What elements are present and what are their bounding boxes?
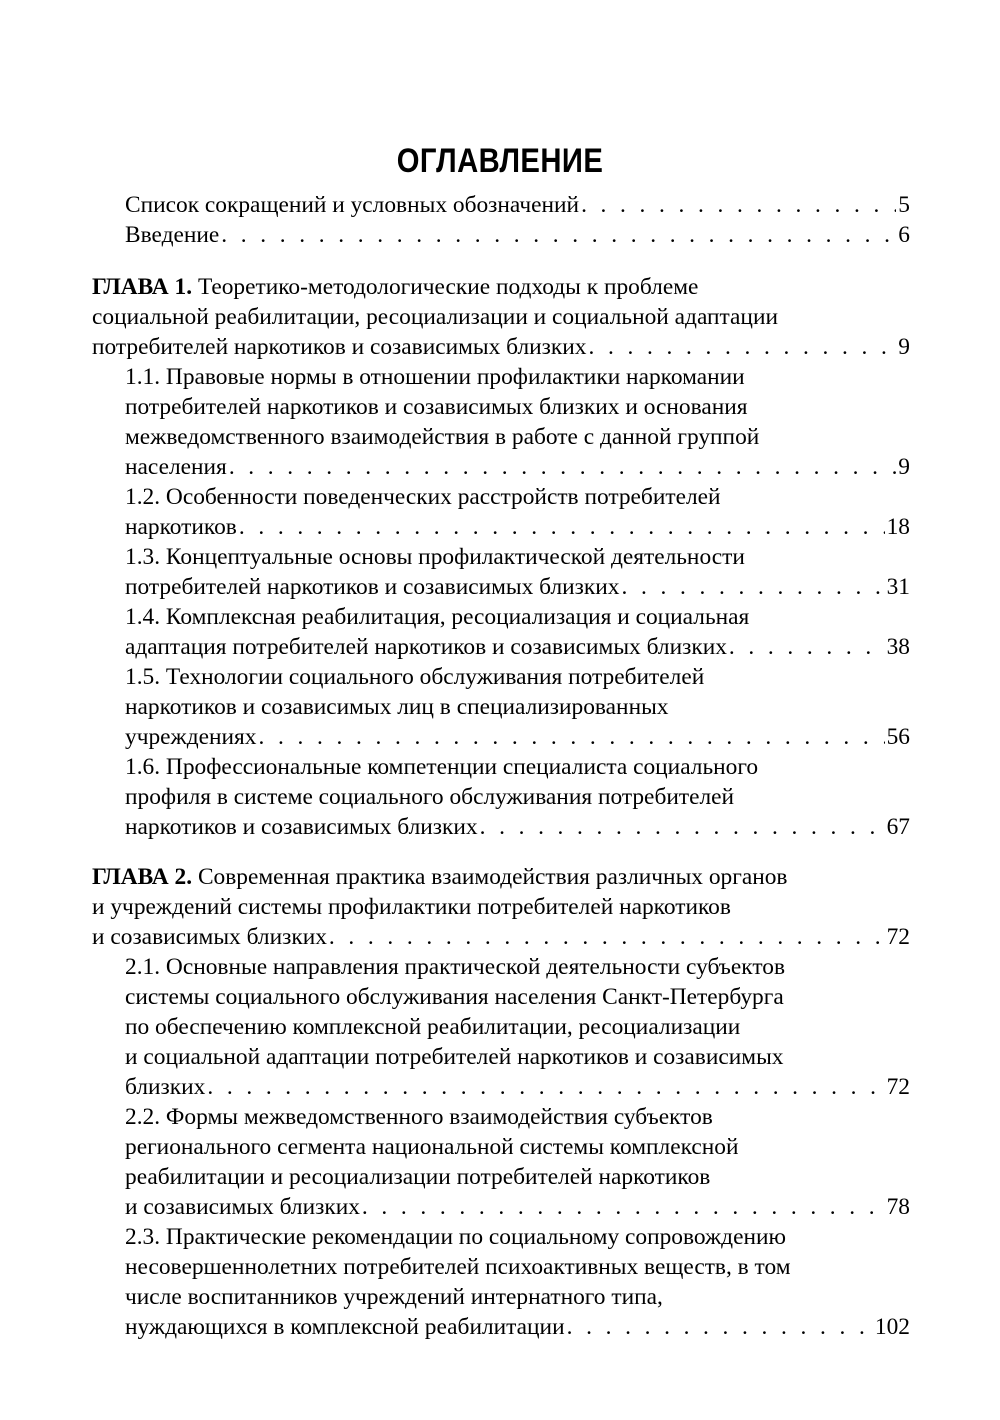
toc-entry [92,542,910,602]
toc-entry-text: нуждающихся в комплексной реабилитации [125,1314,565,1340]
dot-leader [329,922,885,952]
page-title: ОГЛАВЛЕНИЕ [396,142,604,180]
toc-entry-text: межведомственного взаимодействия в работе с данной группой [125,424,760,450]
toc-entry [92,1102,910,1222]
toc-entry-leader-line [125,572,910,602]
toc-entry-line [125,1132,910,1162]
toc-entry-leader-line [92,922,910,952]
toc-entry-text: Введение [125,222,220,248]
toc-entry-text: по обеспечению комплексной реабилитации, ресоциализации [125,1014,741,1040]
toc-entry-text: и социальной адаптации потребителей наркотиков и созависимых [125,1044,784,1070]
toc-entry-line [125,1042,910,1072]
toc-entry-text: 2.1. Основные направления практической деятельности субъектов [125,954,785,980]
toc-entry [92,752,910,842]
toc-entry-line [125,1282,910,1312]
page-number: 5 [898,192,910,218]
toc-entry-text: наркотиков и созависимых близких [125,814,478,840]
toc-entry-line [125,952,910,982]
toc-entry-line [125,1222,910,1252]
toc-entry-text: потребителей наркотиков и созависимых близких [125,574,620,600]
toc-entry-text: социальной реабилитации, ресоциализации и социальной адаптации [92,304,778,330]
page-number: 78 [886,1194,910,1220]
page-number: 31 [886,574,910,600]
toc-entry-leader-line [125,452,910,482]
toc-entry-text: профиля в системе социального обслуживания потребителей [125,784,735,810]
toc-entry-text: адаптация потребителей наркотиков и созависимых близких [125,634,727,660]
toc-entry-text: 1.1. Правовые нормы в отношении профилактики наркомании [125,364,745,390]
toc-entry-leader-line [125,512,910,542]
dot-leader [362,1192,885,1222]
dot-leader [581,190,896,220]
dot-leader [221,220,896,250]
toc-entry-line [125,692,910,722]
toc-entry-leader-line [125,220,910,250]
page-number: 102 [874,1314,910,1340]
page-number: 38 [886,634,910,660]
toc-entry-text: системы социального обслуживания населения Санкт-Петербурга [125,984,784,1010]
toc-entry-leader-line [125,190,910,220]
toc-entry-line [125,1102,910,1132]
table-of-contents [92,190,910,1342]
toc-entry [92,482,910,542]
toc-entry-text: 1.2. Особенности поведенческих расстройств потребителей [125,484,721,510]
toc-entry-line [125,602,910,632]
toc-entry-text: 1.5. Технологии социального обслуживания потребителей [125,664,705,690]
toc-entry-text: несовершеннолетних потребителей психоактивных веществ, в том [125,1254,791,1280]
toc-entry-text: Современная практика взаимодействия различных органов [197,864,788,890]
toc-entry [92,952,910,1102]
toc-entry-text: числе воспитанников учреждений интернатного типа, [125,1284,663,1310]
toc-chapter-entry [92,272,910,362]
toc-entry-line [125,1012,910,1042]
toc-entry [92,220,910,250]
toc-entry-line [125,542,910,572]
toc-entry-line [125,422,910,452]
toc-entry-line [125,1252,910,1282]
dot-leader [258,722,884,752]
toc-entry-line [92,892,910,922]
toc-entry-text: регионального сегмента национальной системы комплексной [125,1134,739,1160]
toc-entry-line [125,752,910,782]
toc-entry [92,1222,910,1342]
dot-leader [480,812,885,842]
dot-leader [567,1312,873,1342]
toc-entry-line [125,982,910,1012]
toc-entry-line [92,862,910,892]
toc-entry-line [125,1162,910,1192]
page-number: 72 [886,1074,910,1100]
toc-entry-line [125,662,910,692]
toc-entry-leader-line [125,1312,910,1342]
toc-entry-leader-line [125,1072,910,1102]
toc-entry-text: Теоретико-методологические подходы к проблеме [197,274,699,300]
page-number: 9 [898,454,910,480]
dot-leader [729,632,885,662]
page-number: 6 [898,222,910,248]
toc-entry-text: 1.4. Комплексная реабилитация, ресоциализация и социальная [125,604,750,630]
toc-entry-leader-line [125,1192,910,1222]
toc-entry-text: наркотиков и созависимых лиц в специализированных [125,694,669,720]
toc-entry-text: учреждениях [125,724,257,750]
toc-entry-text: близких [125,1074,206,1100]
chapter-label: ГЛАВА 1. [92,274,193,300]
toc-entry-text: потребителей наркотиков и созависимых близких [92,334,587,360]
toc-entry-line [125,482,910,512]
toc-entry [92,602,910,662]
toc-entry-leader-line [92,332,910,362]
toc-entry [92,190,910,220]
toc-entry [92,662,910,752]
toc-entry-text: 2.3. Практические рекомендации по социальному сопровождению [125,1224,786,1250]
toc-entry-text: реабилитации и ресоциализации потребителей наркотиков [125,1164,711,1190]
toc-entry-line [125,362,910,392]
dot-leader [589,332,897,362]
toc-entry-leader-line [125,812,910,842]
chapter-label: ГЛАВА 2. [92,864,193,890]
toc-entry-line [125,392,910,422]
toc-entry-leader-line [125,722,910,752]
toc-entry [92,362,910,482]
toc-chapter-entry [92,862,910,952]
dot-leader [207,1072,884,1102]
toc-entry-text: 1.3. Концептуальные основы профилактической деятельности [125,544,745,570]
dot-leader [622,572,885,602]
page-number: 67 [886,814,910,840]
toc-entry-line [125,782,910,812]
toc-entry-text: населения [125,454,227,480]
toc-entry-text: наркотиков [125,514,237,540]
toc-entry-text: 1.6. Профессиональные компетенции специалиста социального [125,754,759,780]
toc-entry-text: и учреждений системы профилактики потребителей наркотиков [92,894,731,920]
page-number: 72 [886,924,910,950]
dot-leader [229,452,896,482]
toc-entry-text: и созависимых близких [92,924,327,950]
toc-entry-text: Список сокращений и условных обозначений [125,192,580,218]
toc-entry-text: 2.2. Формы межведомственного взаимодействия субъектов [125,1104,713,1130]
toc-entry-text: и созависимых близких [125,1194,360,1220]
toc-entry-text: потребителей наркотиков и созависимых близких и основания [125,394,748,420]
dot-leader [239,512,885,542]
toc-entry-line [92,272,910,302]
page-number: 56 [886,724,910,750]
page-number: 18 [886,514,910,540]
page-number: 9 [898,334,910,360]
toc-entry-line [92,302,910,332]
toc-entry-leader-line [125,632,910,662]
